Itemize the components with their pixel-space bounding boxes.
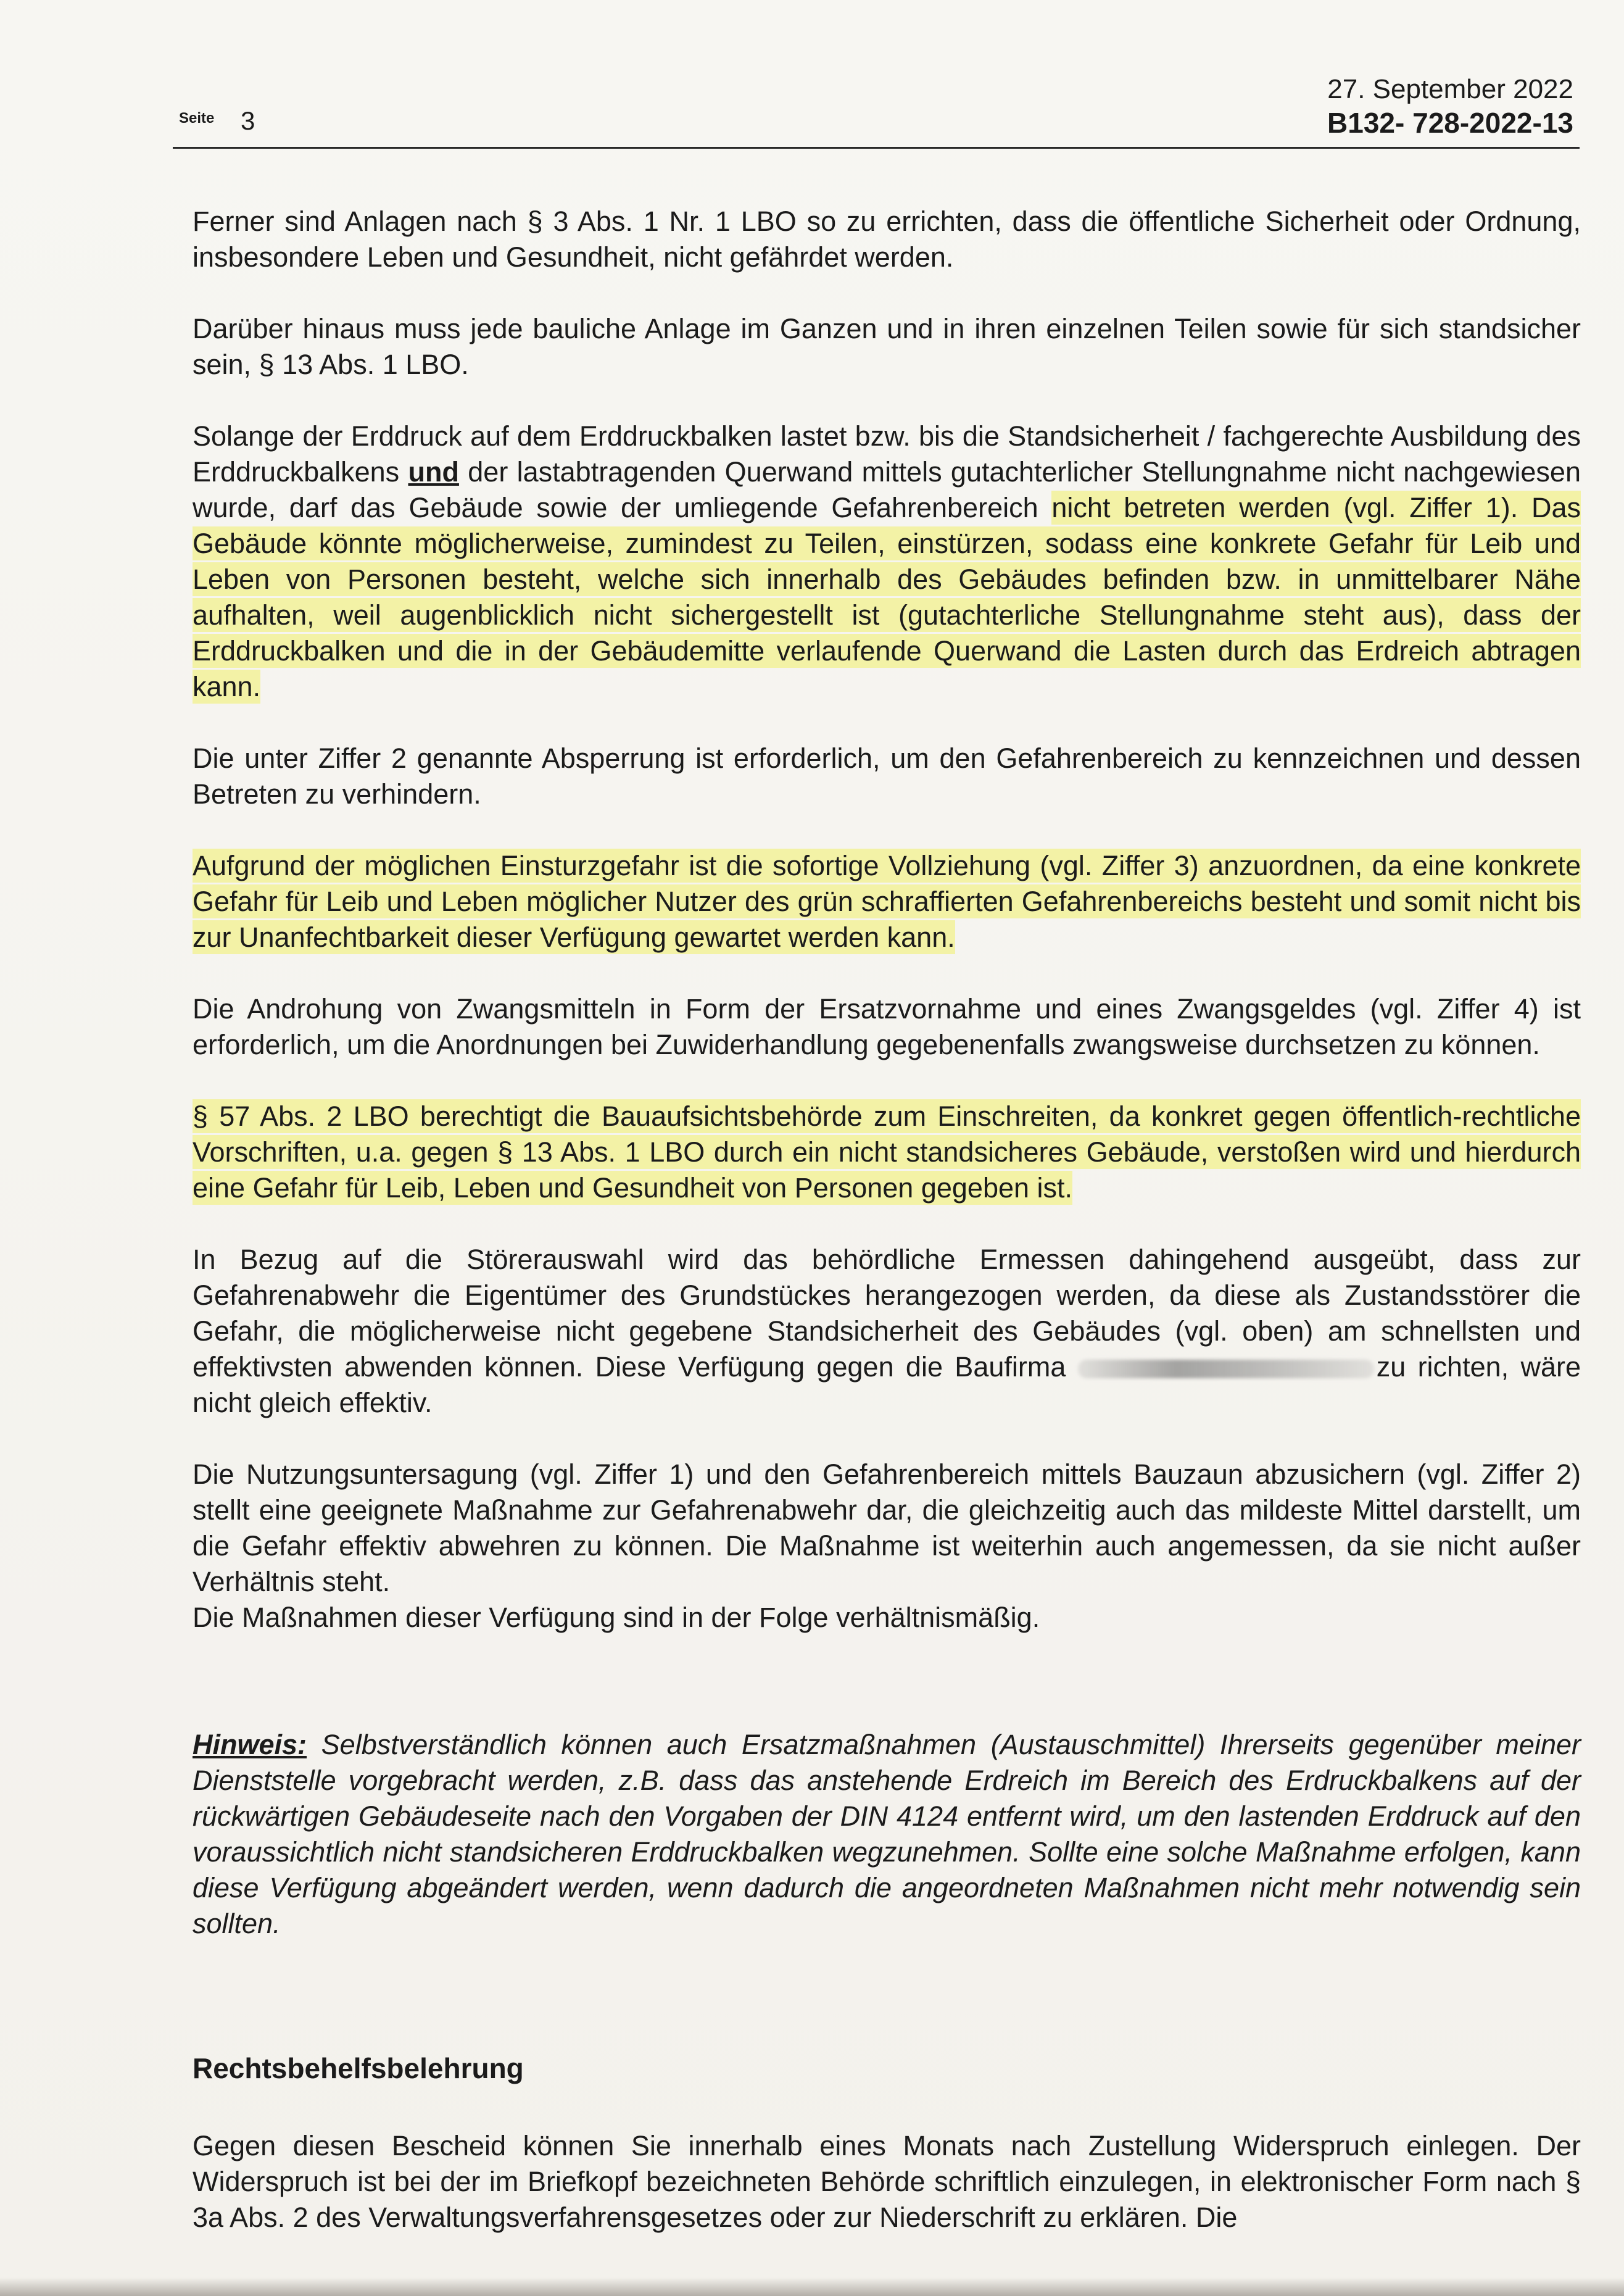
paragraph-3-start: Solange der Erddruck auf dem Erddruckbalken lastet bzw. bis die Standsicherheit / fachgerechte Ausbildung des Erddruckbalkens xyxy=(193,420,1581,488)
paragraph-10: Gegen diesen Bescheid können Sie innerhalb eines Monats nach Zustellung Widerspruch einlegen. Der Widerspruch ist bei der im Briefkopf bezeichneten Behörde schriftlich einzulegen, in elektronischer Form nach § 3a Abs. 2 des Verwaltungsverfahrensgesetzes oder zur Niederschrift zu erklären. Die xyxy=(193,2130,1581,2233)
document-date: 27. September 2022 xyxy=(1327,74,1573,104)
document-body xyxy=(193,204,1581,2271)
hinweis-label: Hinweis: xyxy=(193,1729,307,1760)
spacer xyxy=(193,1671,1581,1727)
paragraph-3 xyxy=(193,418,1581,705)
paragraph-5-highlighted: Aufgrund der möglichen Einsturzgefahr ist die sofortige Vollziehung (vgl. Ziffer 3) anzuordnen, da eine konkrete Gefahr für Leib und Leben möglicher Nutzer des grün schraffierten Gefahrenbereichs besteht und somit nicht bis zur Unanfechtbarkeit dieser Verfügung gewartet werden kann. xyxy=(193,850,1581,953)
paragraph-8-text: In Bezug auf die Störerauswahl wird das behördliche Ermessen dahingehend ausgeübt, dass zur Gefahrenabwehr die Eigentümer des Grundstückes herangezogen werden, da diese als Zustandsstörer die Gefahr, die möglicherweise nicht gegebene Standsicherheit des Gebäudes (vgl. oben) am schnellsten und effektivsten abwenden können. Diese Verfügung gegen die Baufirma xyxy=(193,1244,1581,1383)
paragraph-1: Ferner sind Anlagen nach § 3 Abs. 1 Nr. 1 LBO so zu errichten, dass die öffentliche Sicherheit oder Ordnung, insbesondere Leben und Gesundheit, nicht gefährdet werden. xyxy=(193,206,1581,273)
header-rule xyxy=(173,147,1580,149)
paragraph-6: Die Androhung von Zwangsmitteln in Form der Ersatzvornahme und eines Zwangsgeldes (vgl. Ziffer 4) ist erforderlich, um die Anordnungen bei Zuwiderhandlung gegebenenfalls zwangsweise durchsetzen zu können. xyxy=(193,993,1581,1060)
paragraph-8 xyxy=(193,1242,1581,1421)
paragraph-7-highlighted: § 57 Abs. 2 LBO berechtigt die Bauaufsichtsbehörde zum Einschreiten, da konkret gegen öffentlich-rechtliche Vorschriften, u.a. gegen § 13 Abs. 1 LBO durch ein nicht standsicheres Gebäude, verstoßen wird und hierdurch eine Gefahr für Leib, Leben und Gesundheit von Personen gegeben ist. xyxy=(193,1100,1581,1204)
redacted-name xyxy=(1078,1360,1374,1378)
highlighted-text: nicht betreten werden (vgl. Ziffer 1). Das Gebäude könnte möglicherweise, zumindest zu Teilen, einstürzen, sodass eine konkrete Gefahr für Leib und Leben von Personen besteht, welche sich innerhalb des Gebäudes befinden bzw. in unmittelbarer Nähe aufhalten, weil augenblicklich nicht sichergestellt ist (gutachterliche Stellungnahme steht aus), dass der Erddruckbalken und die in der Gebäudemitte verlaufende Querwand die Lasten durch das Erdreich abtragen kann. xyxy=(193,492,1581,702)
paragraph-9: Die Nutzungsuntersagung (vgl. Ziffer 1) und den Gefahrenbereich mittels Bauzaun abzusichern (vgl. Ziffer 2) stellt eine geeignete Maßnahme zur Gefahrenabwehr dar, die gleichzeitig auch das mildeste Mittel darstellt, um die Gefahr effektiv abwehren zu können. Die Maßnahme ist weiterhin auch angemessen, da sie nicht außer Verhältnis steht. xyxy=(193,1458,1581,1597)
hinweis-text: Selbstverständlich können auch Ersatzmaßnahmen (Austauschmittel) Ihrerseits gegenüber meiner Dienststelle vorgebracht werden, z.B. dass das anstehende Erdreich im Bereich des Erdruckbalkens auf der rückwärtigen Gebäudeseite nach den Vorgaben der DIN 4124 entfernt wird, um den lastenden Erddruck auf den voraussichtlich nicht standsicheren Erddruckbalken wegzunehmen. Sollte eine solche Maßnahme erfolgen, kann diese Verfügung abgeändert werden, wenn dadurch die angeordneten Maßnahmen nicht mehr notwendig sein sollten. xyxy=(193,1729,1581,1939)
scan-edge-shadow xyxy=(0,2277,1624,2296)
page-number: 3 xyxy=(241,106,255,135)
section-heading: Rechtsbehelfsbelehrung xyxy=(193,2052,524,2084)
spacer xyxy=(193,1978,1581,2052)
paragraph-4: Die unter Ziffer 2 genannte Absperrung ist erforderlich, um den Gefahrenbereich zu kennzeichnen und dessen Betreten zu verhindern. xyxy=(193,742,1581,810)
paragraph-8-end: zu richten, wäre nicht gleich effektiv. xyxy=(193,1351,1581,1418)
page-header xyxy=(179,68,1573,154)
paragraph-9-conclusion: Die Maßnahmen dieser Verfügung sind in der Folge verhältnismäßig. xyxy=(193,1602,1040,1633)
page-label: Seite xyxy=(179,110,215,127)
hinweis-note xyxy=(193,1727,1581,1942)
paragraph-3-middle: der lastabtragenden Querwand mittels gutachterlicher Stellungnahme nicht nachgewiesen wurde, darf das Gebäude sowie der umliegende Gefahrenbereich xyxy=(193,456,1581,523)
emphasis-und: und xyxy=(408,456,459,488)
document-reference: B132- 728-2022-13 xyxy=(1327,107,1573,139)
paragraph-2: Darüber hinaus muss jede bauliche Anlage im Ganzen und in ihren einzelnen Teilen sowie für sich standsicher sein, § 13 Abs. 1 LBO. xyxy=(193,313,1581,380)
